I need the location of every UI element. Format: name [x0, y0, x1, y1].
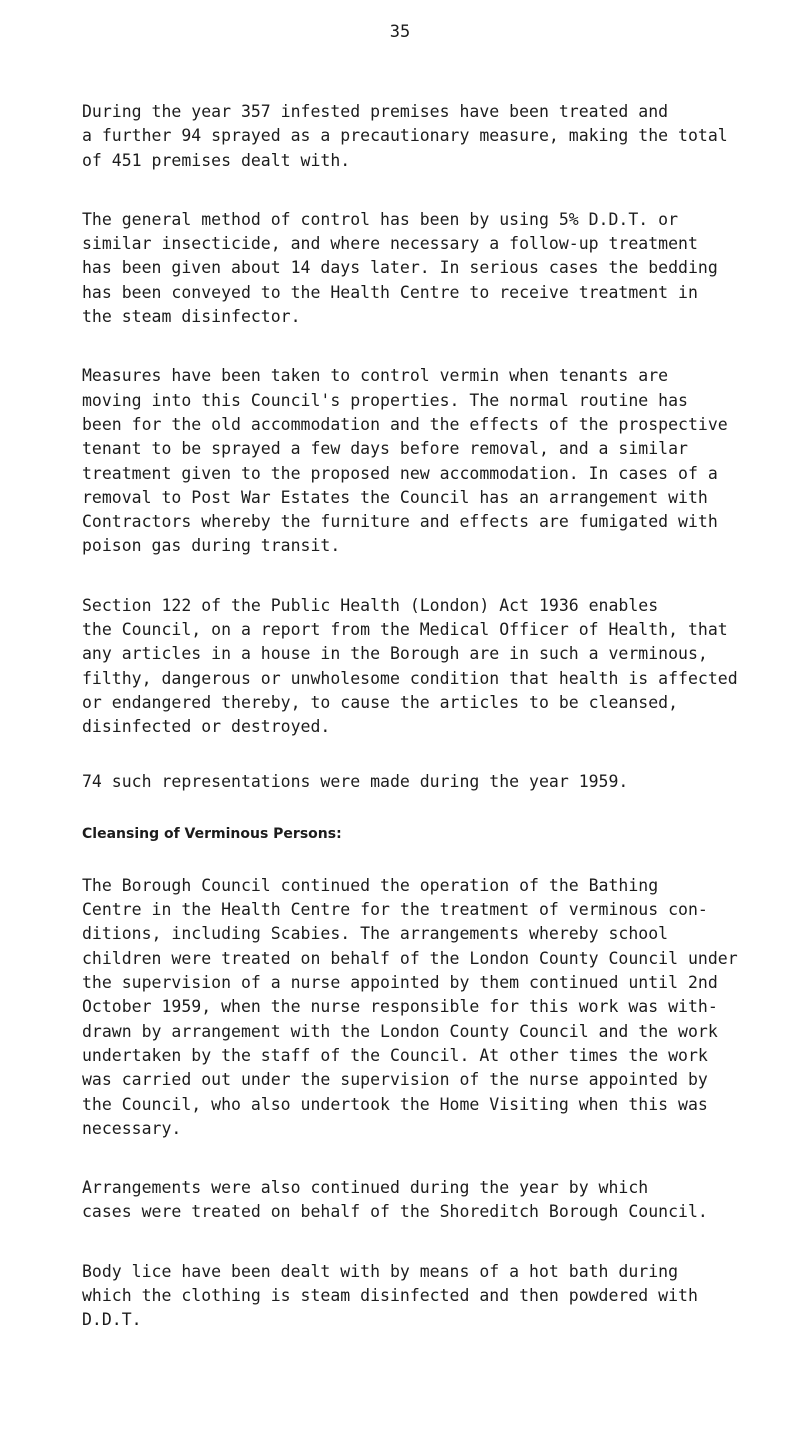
paragraph-infested-premises: During the year 357 infested premises have been treated and a further 94 sprayed as a precautionary measure, making the total of 451 premises dealt with.	[82, 102, 728, 170]
paragraph-body-lice: Body lice have been dealt with by means of a hot bath during which the clothing is steam disinfected and then powdered with D.D.T.	[82, 1261, 698, 1330]
document-body	[82, 100, 772, 1333]
spacer	[82, 844, 772, 874]
spacer	[82, 794, 772, 824]
paragraph-control-method: The general method of control has been by using 5% D.D.T. or similar insecticide, and where necessary a follow-up treatment has been given about 14 days later. In serious cases the bedding has been conveyed to the Health Centre to receive treatment in the steam disinfector.	[82, 209, 718, 327]
paragraph-bathing-centre: The Borough Council continued the operation of the Bathing Centre in the Health Centre for the treatment of verminous con- ditions, including Scabies. The arrangements whereby school children were treated on behalf of the London County Council under the supervision of a nurse appointed by them continued until 2nd October 1959, when the nurse responsible for this work was with- drawn by arrangement with the London County Council and the work undertaken by the staff of the Council. At other times the work was carried out under the supervision of the nurse appointed by the Council, who also undertook the Home Visiting when this was necessary.	[82, 875, 738, 1138]
page-number: 35	[389, 22, 411, 42]
spacer	[82, 173, 772, 208]
spacer	[82, 329, 772, 364]
spacer	[82, 1141, 772, 1176]
paragraph-representations: 74 such representations were made during the year 1959.	[82, 771, 629, 791]
paragraph-section-122: Section 122 of the Public Health (London) Act 1936 enables the Council, on a report from the Medical Officer of Health, that any articles in a house in the Borough are in such a verminous, filthy, dangerous or unwholesome condition that health is affected or endangered thereby, to cause the articles to be cleansed, disinfected or destroyed.	[82, 595, 738, 737]
section-heading-cleansing: Cleansing of Verminous Persons:	[82, 825, 342, 842]
spacer	[82, 559, 772, 594]
spacer	[82, 1225, 772, 1260]
paragraph-shoreditch: Arrangements were also continued during the year by which cases were treated on behalf of the Shoreditch Borough Council.	[82, 1178, 708, 1222]
spacer	[82, 740, 772, 770]
paragraph-vermin-tenants: Measures have been taken to control vermin when tenants are moving into this Council's properties. The normal routine has been for the old accommodation and the effects of the prospective tenant to be sprayed a few days before removal, and a similar treatment given to the proposed new accommodation. In cases of a removal to Post War Estates the Council has an arrangement with Contractors whereby the furniture and effects are fumigated with poison gas during transit.	[82, 366, 728, 556]
